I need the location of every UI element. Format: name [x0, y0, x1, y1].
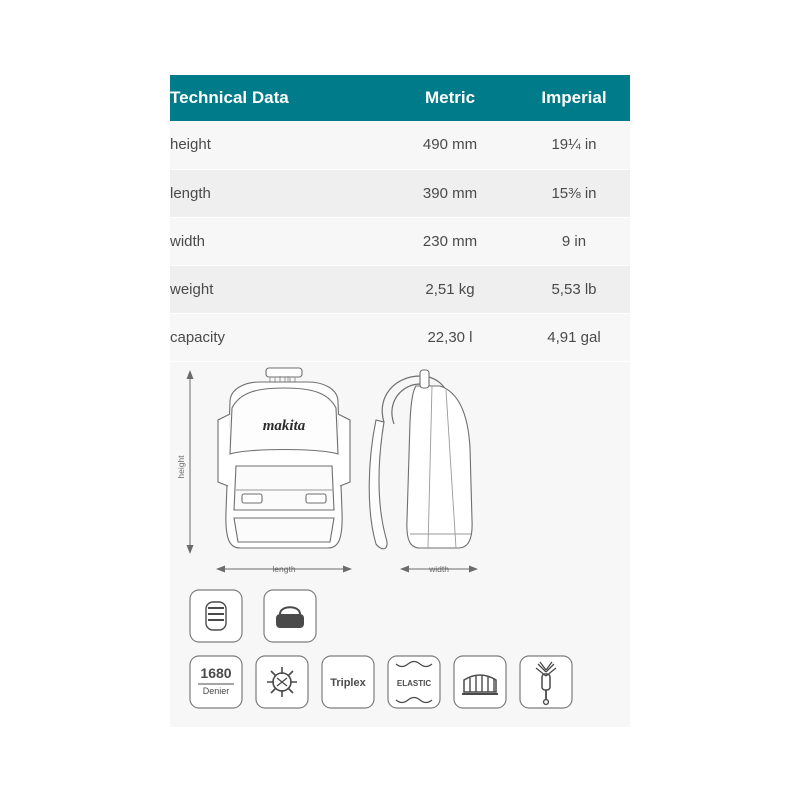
length-arrow-head-left [216, 565, 225, 572]
denier-icon-value: 1680 [200, 664, 232, 681]
side-top-handle [420, 370, 429, 388]
specification-card [170, 75, 630, 727]
padded-back-icon [190, 590, 242, 642]
row-imperial: 15⅜ in [518, 169, 630, 217]
side-strap-tail [369, 420, 387, 549]
elastic-icon [388, 656, 440, 708]
row-label: weight [170, 265, 382, 313]
backpack-front-view [218, 368, 350, 548]
denier-icon-unit: Denier [202, 685, 230, 696]
column-header-technical-data: Technical Data [170, 75, 382, 121]
abrasion-resistant-icon [256, 656, 308, 708]
table-row [170, 265, 630, 313]
length-arrow-head-right [343, 565, 352, 572]
reinforced-base-icon [454, 656, 506, 708]
height-dimension-label: height [176, 454, 186, 479]
row-label: width [170, 217, 382, 265]
front-top-handle [266, 368, 302, 377]
width-arrow-head-left [400, 565, 409, 572]
backpack-side-view [369, 370, 472, 549]
row-metric: 2,51 kg [382, 265, 518, 313]
front-pocket-clip-left [242, 494, 262, 503]
feature-icon-row-2 [190, 656, 572, 708]
table-row [170, 169, 630, 217]
front-pocket-clip-right [306, 494, 326, 503]
technical-data-table [170, 75, 630, 362]
row-imperial: 9 in [518, 217, 630, 265]
height-arrow-head-top [187, 370, 194, 379]
row-label: capacity [170, 313, 382, 361]
side-body-outline [407, 386, 472, 548]
width-arrow-head-right [469, 565, 478, 572]
table-row [170, 121, 630, 169]
product-diagram-svg [170, 362, 630, 727]
front-left-strap [218, 414, 230, 486]
denier-icon [190, 656, 242, 708]
row-imperial: 4,91 gal [518, 313, 630, 361]
zipper-icon [520, 656, 572, 708]
row-imperial: 5,53 lb [518, 265, 630, 313]
product-diagram-panel [170, 362, 630, 727]
table-body [170, 121, 630, 361]
row-metric: 390 mm [382, 169, 518, 217]
column-header-imperial: Imperial [518, 75, 630, 121]
row-label: height [170, 121, 382, 169]
feature-icon-row-1 [190, 590, 316, 642]
row-imperial: 19¼ in [518, 121, 630, 169]
row-label: length [170, 169, 382, 217]
column-header-metric: Metric [382, 75, 518, 121]
table-row [170, 313, 630, 361]
front-right-strap [338, 414, 350, 486]
row-metric: 490 mm [382, 121, 518, 169]
table-row [170, 217, 630, 265]
length-dimension-label: length [272, 563, 296, 574]
triplex-icon-label: Triplex [330, 676, 366, 689]
triplex-icon [322, 656, 374, 708]
row-metric: 230 mm [382, 217, 518, 265]
table-header-row [170, 75, 630, 121]
width-dimension-label: width [429, 563, 449, 574]
makita-brand-logo: makita [262, 417, 306, 434]
table-header [170, 75, 630, 121]
elastic-icon-label: ELASTIC [396, 678, 432, 688]
front-lower-band [234, 518, 334, 542]
row-metric: 22,30 l [382, 313, 518, 361]
height-arrow-head-bottom [187, 545, 194, 554]
carry-handle-icon [264, 590, 316, 642]
